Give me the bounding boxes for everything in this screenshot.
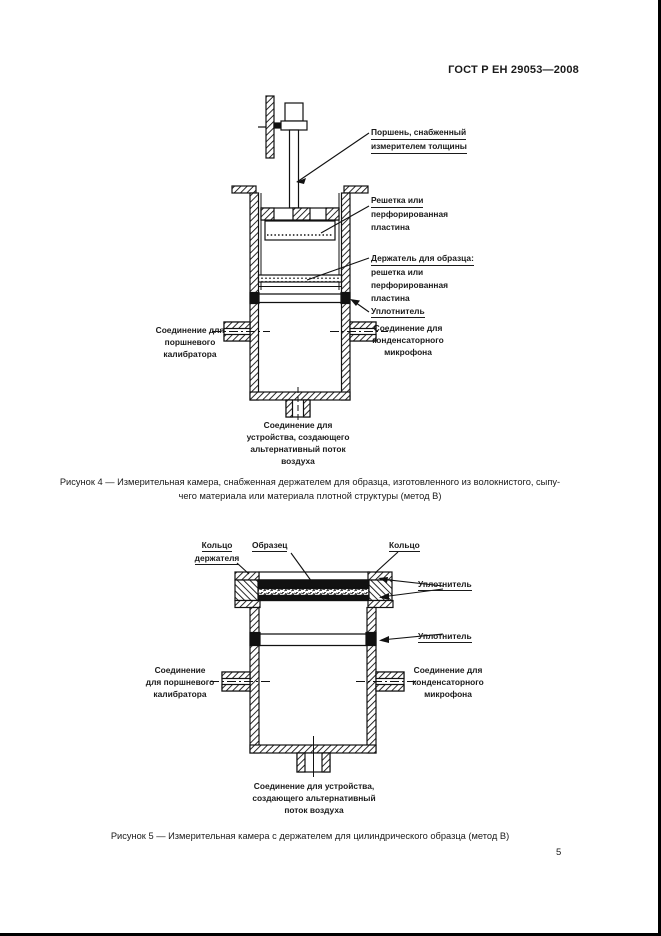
fig4-label-holder: Держатель для образца: решетка или перфорированная пластина — [371, 253, 474, 303]
fig4-dial-indicator — [258, 96, 307, 208]
figure4-caption: Рисунок 4 — Измерительная камера, снабженная держателем для образца, изготовленного из волокнистого, сыпу- чего материала или материала плотной структуры (метод В) — [59, 477, 561, 501]
fig5-label-seal-mid: Уплотнитель — [418, 631, 472, 641]
fig5-label-ring: Кольцо — [389, 540, 420, 550]
fig5-flange — [235, 572, 393, 608]
page-number: 5 — [556, 847, 562, 858]
fig5-bottom-port — [297, 736, 330, 777]
fig4-label-left-port: Соединение для поршневого калибратора — [155, 325, 225, 359]
standard-number: ГОСТ Р ЕН 29053—2008 — [448, 64, 579, 76]
fig5-side-ports — [210, 672, 416, 691]
fig5-label-holder-ring: Кольцо держателя — [194, 540, 240, 563]
fig5-label-bottom-port: Соединение для устройства, создающего альтернативный поток воздуха — [252, 781, 376, 815]
fig5-label-left-port: Соединение для поршневого калибратора — [145, 665, 215, 699]
fig5-label-sample: Образец — [252, 540, 288, 550]
fig5-label-seal-top: Уплотнитель — [418, 579, 472, 589]
figure5-caption: Рисунок 5 — Измерительная камера с держателем для цилиндрического образца (метод В) — [110, 831, 510, 841]
fig5-label-right-port: Соединение для конденсаторного микрофона — [412, 665, 484, 699]
fig4-label-piston: Поршень, снабженный измерителем толщины — [371, 126, 467, 154]
fig4-label-right-port: Соединение для конденсаторного микрофона — [372, 323, 444, 357]
fig4-label-grid: Решетка или перфорированная пластина — [371, 195, 449, 232]
fig5-chamber — [250, 608, 376, 754]
fig4-label-bottom-port: Соединение для устройства, создающего альтернативный поток воздуха — [246, 420, 350, 466]
fig4-label-seal: Уплотнитель — [371, 306, 425, 316]
